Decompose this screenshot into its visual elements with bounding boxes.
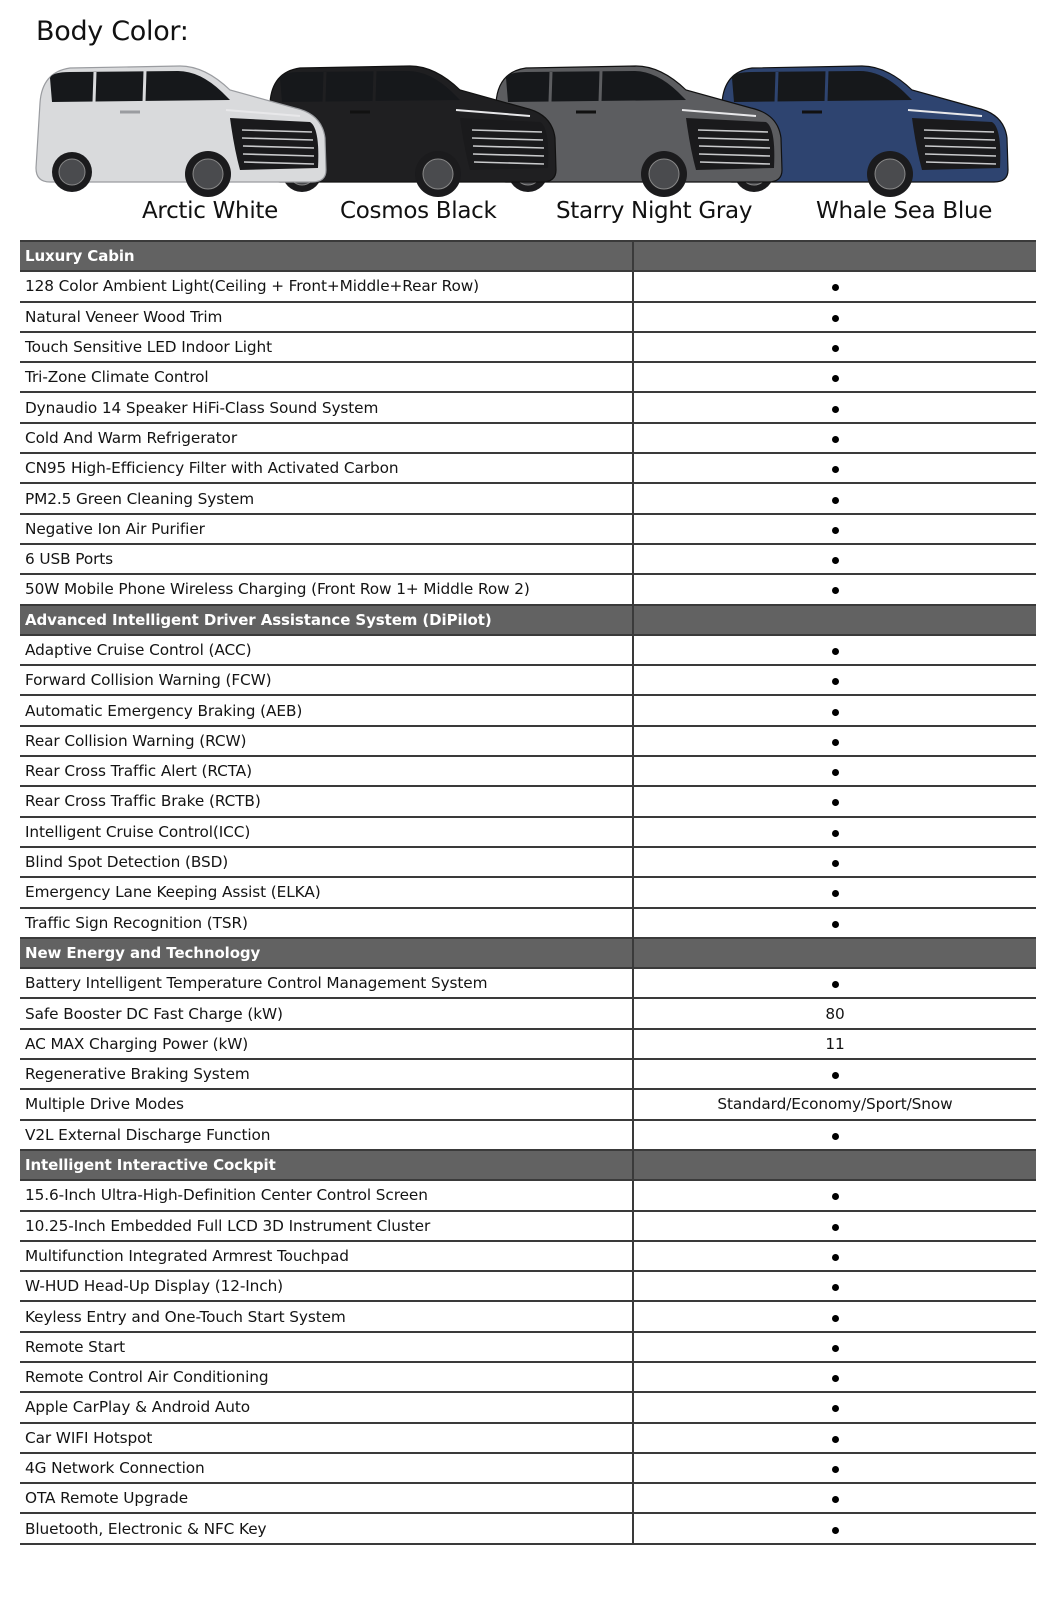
feature-name: Dynaudio 14 Speaker HiFi-Class Sound System	[20, 392, 633, 422]
standard-feature-cell	[633, 1423, 1036, 1453]
spec-row	[20, 1513, 1036, 1543]
spec-row	[20, 847, 1036, 877]
feature-name: Intelligent Cruise Control(ICC)	[20, 817, 633, 847]
spec-row	[20, 423, 1036, 453]
standard-dot-icon	[832, 799, 839, 806]
spec-row	[20, 1211, 1036, 1241]
spec-row	[20, 271, 1036, 301]
standard-dot-icon	[832, 587, 839, 594]
feature-name: AC MAX Charging Power (kW)	[20, 1029, 633, 1059]
standard-dot-icon	[832, 769, 839, 776]
section-title: Advanced Intelligent Driver Assistance System (DiPilot)	[20, 605, 633, 635]
feature-name: Automatic Emergency Braking (AEB)	[20, 695, 633, 725]
spec-row	[20, 1453, 1036, 1483]
spec-row	[20, 1089, 1036, 1119]
standard-dot-icon	[832, 709, 839, 716]
section-value-cell	[633, 938, 1036, 968]
feature-name: Adaptive Cruise Control (ACC)	[20, 635, 633, 665]
standard-dot-icon	[832, 1496, 839, 1503]
standard-feature-cell	[633, 302, 1036, 332]
feature-name: Blind Spot Detection (BSD)	[20, 847, 633, 877]
feature-name: 50W Mobile Phone Wireless Charging (Front Row 1+ Middle Row 2)	[20, 574, 633, 604]
section-value-cell	[633, 241, 1036, 271]
spec-row	[20, 1180, 1036, 1210]
feature-name: Rear Cross Traffic Brake (RCTB)	[20, 786, 633, 816]
standard-dot-icon	[832, 860, 839, 867]
color-label-whale-sea-blue: Whale Sea Blue	[816, 198, 993, 224]
standard-feature-cell	[633, 1211, 1036, 1241]
standard-dot-icon	[832, 1072, 839, 1079]
standard-dot-icon	[832, 557, 839, 564]
spec-row	[20, 362, 1036, 392]
spec-row	[20, 544, 1036, 574]
standard-dot-icon	[832, 315, 839, 322]
feature-name: Tri-Zone Climate Control	[20, 362, 633, 392]
feature-name: W-HUD Head-Up Display (12-Inch)	[20, 1271, 633, 1301]
standard-feature-cell	[633, 1301, 1036, 1331]
standard-dot-icon	[832, 527, 839, 534]
spec-row	[20, 1392, 1036, 1422]
spec-row	[20, 483, 1036, 513]
section-header	[20, 1150, 1036, 1180]
page-title: Body Color:	[36, 16, 189, 47]
feature-name: Remote Control Air Conditioning	[20, 1362, 633, 1392]
feature-name: Keyless Entry and One-Touch Start System	[20, 1301, 633, 1331]
spec-row	[20, 453, 1036, 483]
standard-feature-cell	[633, 1392, 1036, 1422]
spec-row	[20, 756, 1036, 786]
standard-feature-cell	[633, 1120, 1036, 1150]
feature-name: Apple CarPlay & Android Auto	[20, 1392, 633, 1422]
feature-name: Remote Start	[20, 1332, 633, 1362]
section-title: Luxury Cabin	[20, 241, 633, 271]
spec-row	[20, 1241, 1036, 1271]
standard-feature-cell	[633, 817, 1036, 847]
feature-name: Touch Sensitive LED Indoor Light	[20, 332, 633, 362]
standard-feature-cell	[633, 1241, 1036, 1271]
spec-row	[20, 877, 1036, 907]
feature-name: Traffic Sign Recognition (TSR)	[20, 908, 633, 938]
standard-dot-icon	[832, 890, 839, 897]
spec-row	[20, 1120, 1036, 1150]
standard-feature-cell	[633, 1271, 1036, 1301]
spec-row	[20, 817, 1036, 847]
section-header	[20, 605, 1036, 635]
standard-feature-cell	[633, 544, 1036, 574]
spec-row	[20, 392, 1036, 422]
standard-feature-cell	[633, 726, 1036, 756]
standard-dot-icon	[832, 1284, 839, 1291]
spec-row	[20, 1029, 1036, 1059]
spec-row	[20, 635, 1036, 665]
spec-row	[20, 1059, 1036, 1089]
standard-dot-icon	[832, 1527, 839, 1534]
standard-dot-icon	[832, 981, 839, 988]
spec-row	[20, 1332, 1036, 1362]
spec-row	[20, 968, 1036, 998]
feature-name: V2L External Discharge Function	[20, 1120, 633, 1150]
spec-row	[20, 302, 1036, 332]
standard-dot-icon	[832, 1405, 839, 1412]
standard-dot-icon	[832, 1345, 839, 1352]
section-header	[20, 938, 1036, 968]
spec-row	[20, 908, 1036, 938]
standard-feature-cell	[633, 1483, 1036, 1513]
standard-feature-cell	[633, 1059, 1036, 1089]
feature-name: Bluetooth, Electronic & NFC Key	[20, 1513, 633, 1543]
spec-row	[20, 1362, 1036, 1392]
section-value-cell	[633, 605, 1036, 635]
spec-row	[20, 332, 1036, 362]
body-color-gallery	[30, 58, 1040, 198]
standard-dot-icon	[832, 1224, 839, 1231]
spec-row	[20, 1271, 1036, 1301]
feature-name: CN95 High-Efficiency Filter with Activated Carbon	[20, 453, 633, 483]
standard-feature-cell	[633, 635, 1036, 665]
spec-row	[20, 665, 1036, 695]
standard-dot-icon	[832, 648, 839, 655]
standard-dot-icon	[832, 739, 839, 746]
section-value-cell	[633, 1150, 1036, 1180]
feature-name: Car WIFI Hotspot	[20, 1423, 633, 1453]
standard-feature-cell	[633, 574, 1036, 604]
standard-dot-icon	[832, 1133, 839, 1140]
standard-dot-icon	[832, 466, 839, 473]
standard-dot-icon	[832, 1436, 839, 1443]
standard-dot-icon	[832, 830, 839, 837]
standard-feature-cell	[633, 968, 1036, 998]
standard-feature-cell	[633, 877, 1036, 907]
standard-feature-cell	[633, 483, 1036, 513]
standard-feature-cell	[633, 392, 1036, 422]
standard-feature-cell	[633, 847, 1036, 877]
feature-name: Safe Booster DC Fast Charge (kW)	[20, 998, 633, 1028]
feature-name: Multifunction Integrated Armrest Touchpad	[20, 1241, 633, 1271]
car-image-arctic-white	[30, 58, 330, 198]
standard-feature-cell	[633, 1180, 1036, 1210]
standard-dot-icon	[832, 375, 839, 382]
feature-name: Negative Ion Air Purifier	[20, 514, 633, 544]
feature-name: 4G Network Connection	[20, 1453, 633, 1483]
standard-feature-cell	[633, 1453, 1036, 1483]
standard-feature-cell	[633, 332, 1036, 362]
standard-dot-icon	[832, 497, 839, 504]
standard-feature-cell	[633, 423, 1036, 453]
standard-dot-icon	[832, 345, 839, 352]
spec-table	[20, 240, 1036, 1545]
standard-dot-icon	[832, 921, 839, 928]
standard-feature-cell	[633, 514, 1036, 544]
feature-name: Battery Intelligent Temperature Control Management System	[20, 968, 633, 998]
standard-feature-cell	[633, 756, 1036, 786]
spec-row	[20, 514, 1036, 544]
standard-dot-icon	[832, 406, 839, 413]
spec-row	[20, 695, 1036, 725]
feature-value: 80	[633, 998, 1036, 1028]
feature-name: Rear Collision Warning (RCW)	[20, 726, 633, 756]
spec-row	[20, 1301, 1036, 1331]
feature-name: Regenerative Braking System	[20, 1059, 633, 1089]
feature-value: 11	[633, 1029, 1036, 1059]
feature-name: Multiple Drive Modes	[20, 1089, 633, 1119]
feature-name: 10.25-Inch Embedded Full LCD 3D Instrument Cluster	[20, 1211, 633, 1241]
standard-feature-cell	[633, 1362, 1036, 1392]
feature-name: OTA Remote Upgrade	[20, 1483, 633, 1513]
standard-feature-cell	[633, 1513, 1036, 1543]
standard-dot-icon	[832, 1466, 839, 1473]
standard-dot-icon	[832, 678, 839, 685]
standard-feature-cell	[633, 908, 1036, 938]
feature-name: 128 Color Ambient Light(Ceiling + Front+Middle+Rear Row)	[20, 271, 633, 301]
section-title: Intelligent Interactive Cockpit	[20, 1150, 633, 1180]
standard-dot-icon	[832, 1375, 839, 1382]
feature-name: Emergency Lane Keeping Assist (ELKA)	[20, 877, 633, 907]
color-label-arctic-white: Arctic White	[142, 198, 278, 224]
spec-row	[20, 786, 1036, 816]
standard-dot-icon	[832, 436, 839, 443]
feature-name: Natural Veneer Wood Trim	[20, 302, 633, 332]
standard-feature-cell	[633, 362, 1036, 392]
standard-feature-cell	[633, 786, 1036, 816]
spec-row	[20, 998, 1036, 1028]
color-label-cosmos-black: Cosmos Black	[340, 198, 497, 224]
color-label-starry-night-gray: Starry Night Gray	[556, 198, 753, 224]
spec-row	[20, 574, 1036, 604]
standard-feature-cell	[633, 695, 1036, 725]
feature-name: 6 USB Ports	[20, 544, 633, 574]
feature-value: Standard/Economy/Sport/Snow	[633, 1089, 1036, 1119]
standard-feature-cell	[633, 1332, 1036, 1362]
feature-name: Rear Cross Traffic Alert (RCTA)	[20, 756, 633, 786]
spec-row	[20, 726, 1036, 756]
feature-name: PM2.5 Green Cleaning System	[20, 483, 633, 513]
section-title: New Energy and Technology	[20, 938, 633, 968]
section-header	[20, 241, 1036, 271]
standard-feature-cell	[633, 271, 1036, 301]
standard-feature-cell	[633, 453, 1036, 483]
standard-feature-cell	[633, 665, 1036, 695]
spec-row	[20, 1483, 1036, 1513]
feature-name: Cold And Warm Refrigerator	[20, 423, 633, 453]
feature-name: Forward Collision Warning (FCW)	[20, 665, 633, 695]
spec-row	[20, 1423, 1036, 1453]
standard-dot-icon	[832, 1254, 839, 1261]
feature-name: 15.6-Inch Ultra-High-Definition Center Control Screen	[20, 1180, 633, 1210]
standard-dot-icon	[832, 1315, 839, 1322]
standard-dot-icon	[832, 1193, 839, 1200]
standard-dot-icon	[832, 284, 839, 291]
